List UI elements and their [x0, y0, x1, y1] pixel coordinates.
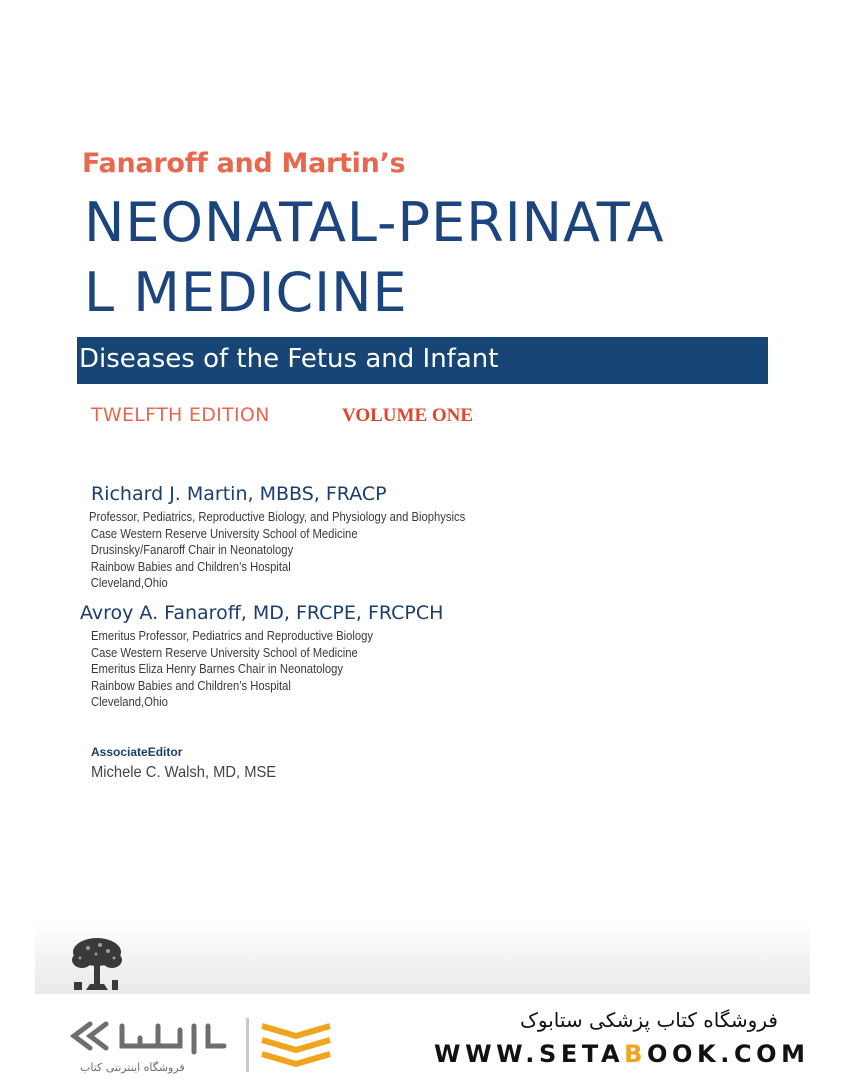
author-name-2: Avroy A. Fanaroff, MD, FRCPE, FRCPCH — [80, 602, 444, 624]
subtitle-banner — [77, 337, 768, 384]
store-url[interactable] — [434, 1040, 810, 1068]
affiliation-line: Cleveland,Ohio — [90, 576, 168, 591]
affiliation-line: Professor, Pediatrics, Reproductive Biology, and Physiology and Biophysics — [89, 510, 466, 524]
associate-editor-label: AssociateEditor — [91, 745, 183, 759]
affiliation-line: Drusinsky/Fanaroff Chair in Neonatology — [90, 543, 294, 558]
affiliation-line: Cleveland,Ohio — [91, 695, 168, 710]
publisher-band — [35, 918, 810, 994]
affiliation-line: Rainbow Babies and Children’s Hospital — [90, 559, 291, 574]
url-part: OOK.COM — [647, 1040, 810, 1068]
series-title: Fanaroff and Martin’s — [82, 148, 406, 179]
book-title-line-2: L MEDICINE — [84, 261, 408, 324]
affiliation-line: Case Western Reserve University School of Medicine — [90, 526, 358, 541]
affiliation-line: Rainbow Babies and Children’s Hospital — [91, 678, 291, 693]
elsevier-tree-icon — [70, 936, 124, 992]
author-affiliation-2 — [91, 628, 373, 711]
book-title-line-1: NEONATAL-PERINATA — [84, 191, 665, 254]
url-highlight: B — [624, 1040, 648, 1068]
volume-label: VOLUME ONE — [342, 405, 474, 426]
url-part: WWW.SETA — [434, 1040, 625, 1068]
affiliation-line: Emeritus Eliza Henry Barnes Chair in Neonatology — [91, 662, 343, 677]
author-name-1: Richard J. Martin, MBBS, FRACP — [91, 483, 387, 505]
store-name: فروشگاه کتاب پزشکی ستابوک — [520, 1008, 778, 1032]
edition-label: TWELFTH EDITION — [91, 404, 270, 426]
setabook-tagline: فروشگاه اینترنتی کتاب — [80, 1061, 185, 1074]
author-affiliation-1 — [89, 509, 465, 592]
setabook-logo — [60, 1012, 342, 1076]
affiliation-line: Emeritus Professor, Pediatrics and Reproductive Biology — [91, 629, 374, 643]
subtitle: Diseases of the Fetus and Infant — [79, 344, 499, 374]
associate-editor-name: Michele C. Walsh, MD, MSE — [91, 764, 277, 781]
affiliation-line: Case Western Reserve University School of Medicine — [91, 645, 358, 660]
